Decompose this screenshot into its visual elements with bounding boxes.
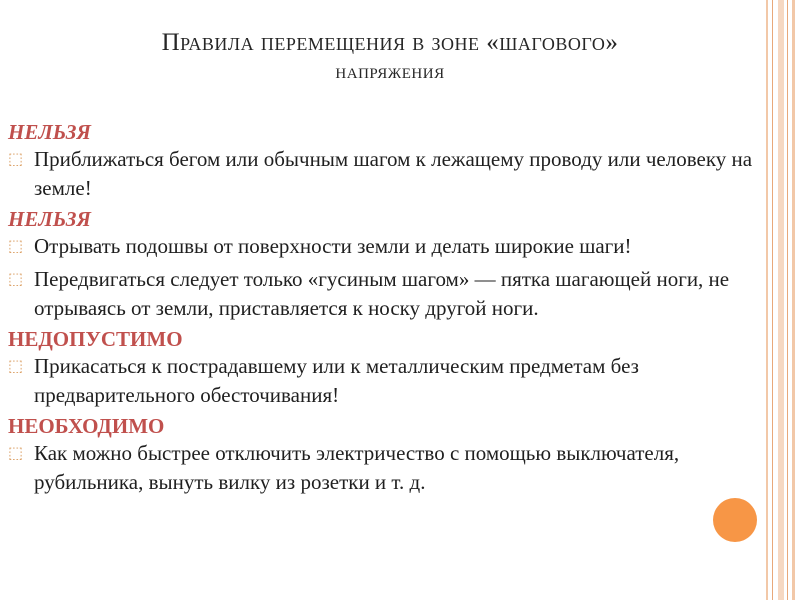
arrow-bullet-icon: ⬚: [8, 151, 24, 168]
orange-circle-decoration: [713, 498, 757, 542]
section-heading-1: НЕЛЬЗЯ: [8, 120, 91, 144]
arrow-bullet-icon: ⬚: [8, 358, 24, 375]
bullet-item: [8, 352, 788, 410]
bullet-text: Отрывать подошвы от поверхности земли и делать широкие шаги!: [34, 234, 632, 258]
bullet-text: Передвигаться следует только «гусиным шагом» — пятка шагающей ноги, не отрываясь от земли, приставляется к носку другой ноги.: [34, 267, 730, 320]
arrow-bullet-icon: ⬚: [8, 445, 24, 462]
arrow-bullet-icon: ⬚: [8, 238, 24, 255]
bullet-text: Приближаться бегом или обычным шагом к лежащему проводу или человеку на земле!: [34, 147, 753, 200]
slide-title-line1: Правила перемещения в зоне «шагового»: [161, 29, 619, 56]
bullet-item: [8, 439, 788, 497]
bullet-item: [8, 145, 788, 203]
bullet-text: Как можно быстрее отключить электричество с помощью выключателя, рубильника, вынуть вилку из розетки и т. д.: [34, 441, 680, 494]
section-heading-4: НЕОБХОДИМО: [8, 414, 165, 438]
bullet-text: Прикасаться к пострадавшему или к металлическим предметам без предварительного обесточивания!: [34, 354, 639, 407]
bullet-item: [8, 232, 788, 261]
slide-title-line2: напряжения: [335, 59, 445, 83]
slide-title: [40, 28, 740, 84]
arrow-bullet-icon: ⬚: [8, 271, 24, 288]
bullet-item: [8, 265, 788, 323]
section-heading-2: НЕЛЬЗЯ: [8, 207, 91, 231]
section-heading-3: НЕДОПУСТИМО: [8, 327, 183, 351]
slide-content: [8, 120, 788, 501]
